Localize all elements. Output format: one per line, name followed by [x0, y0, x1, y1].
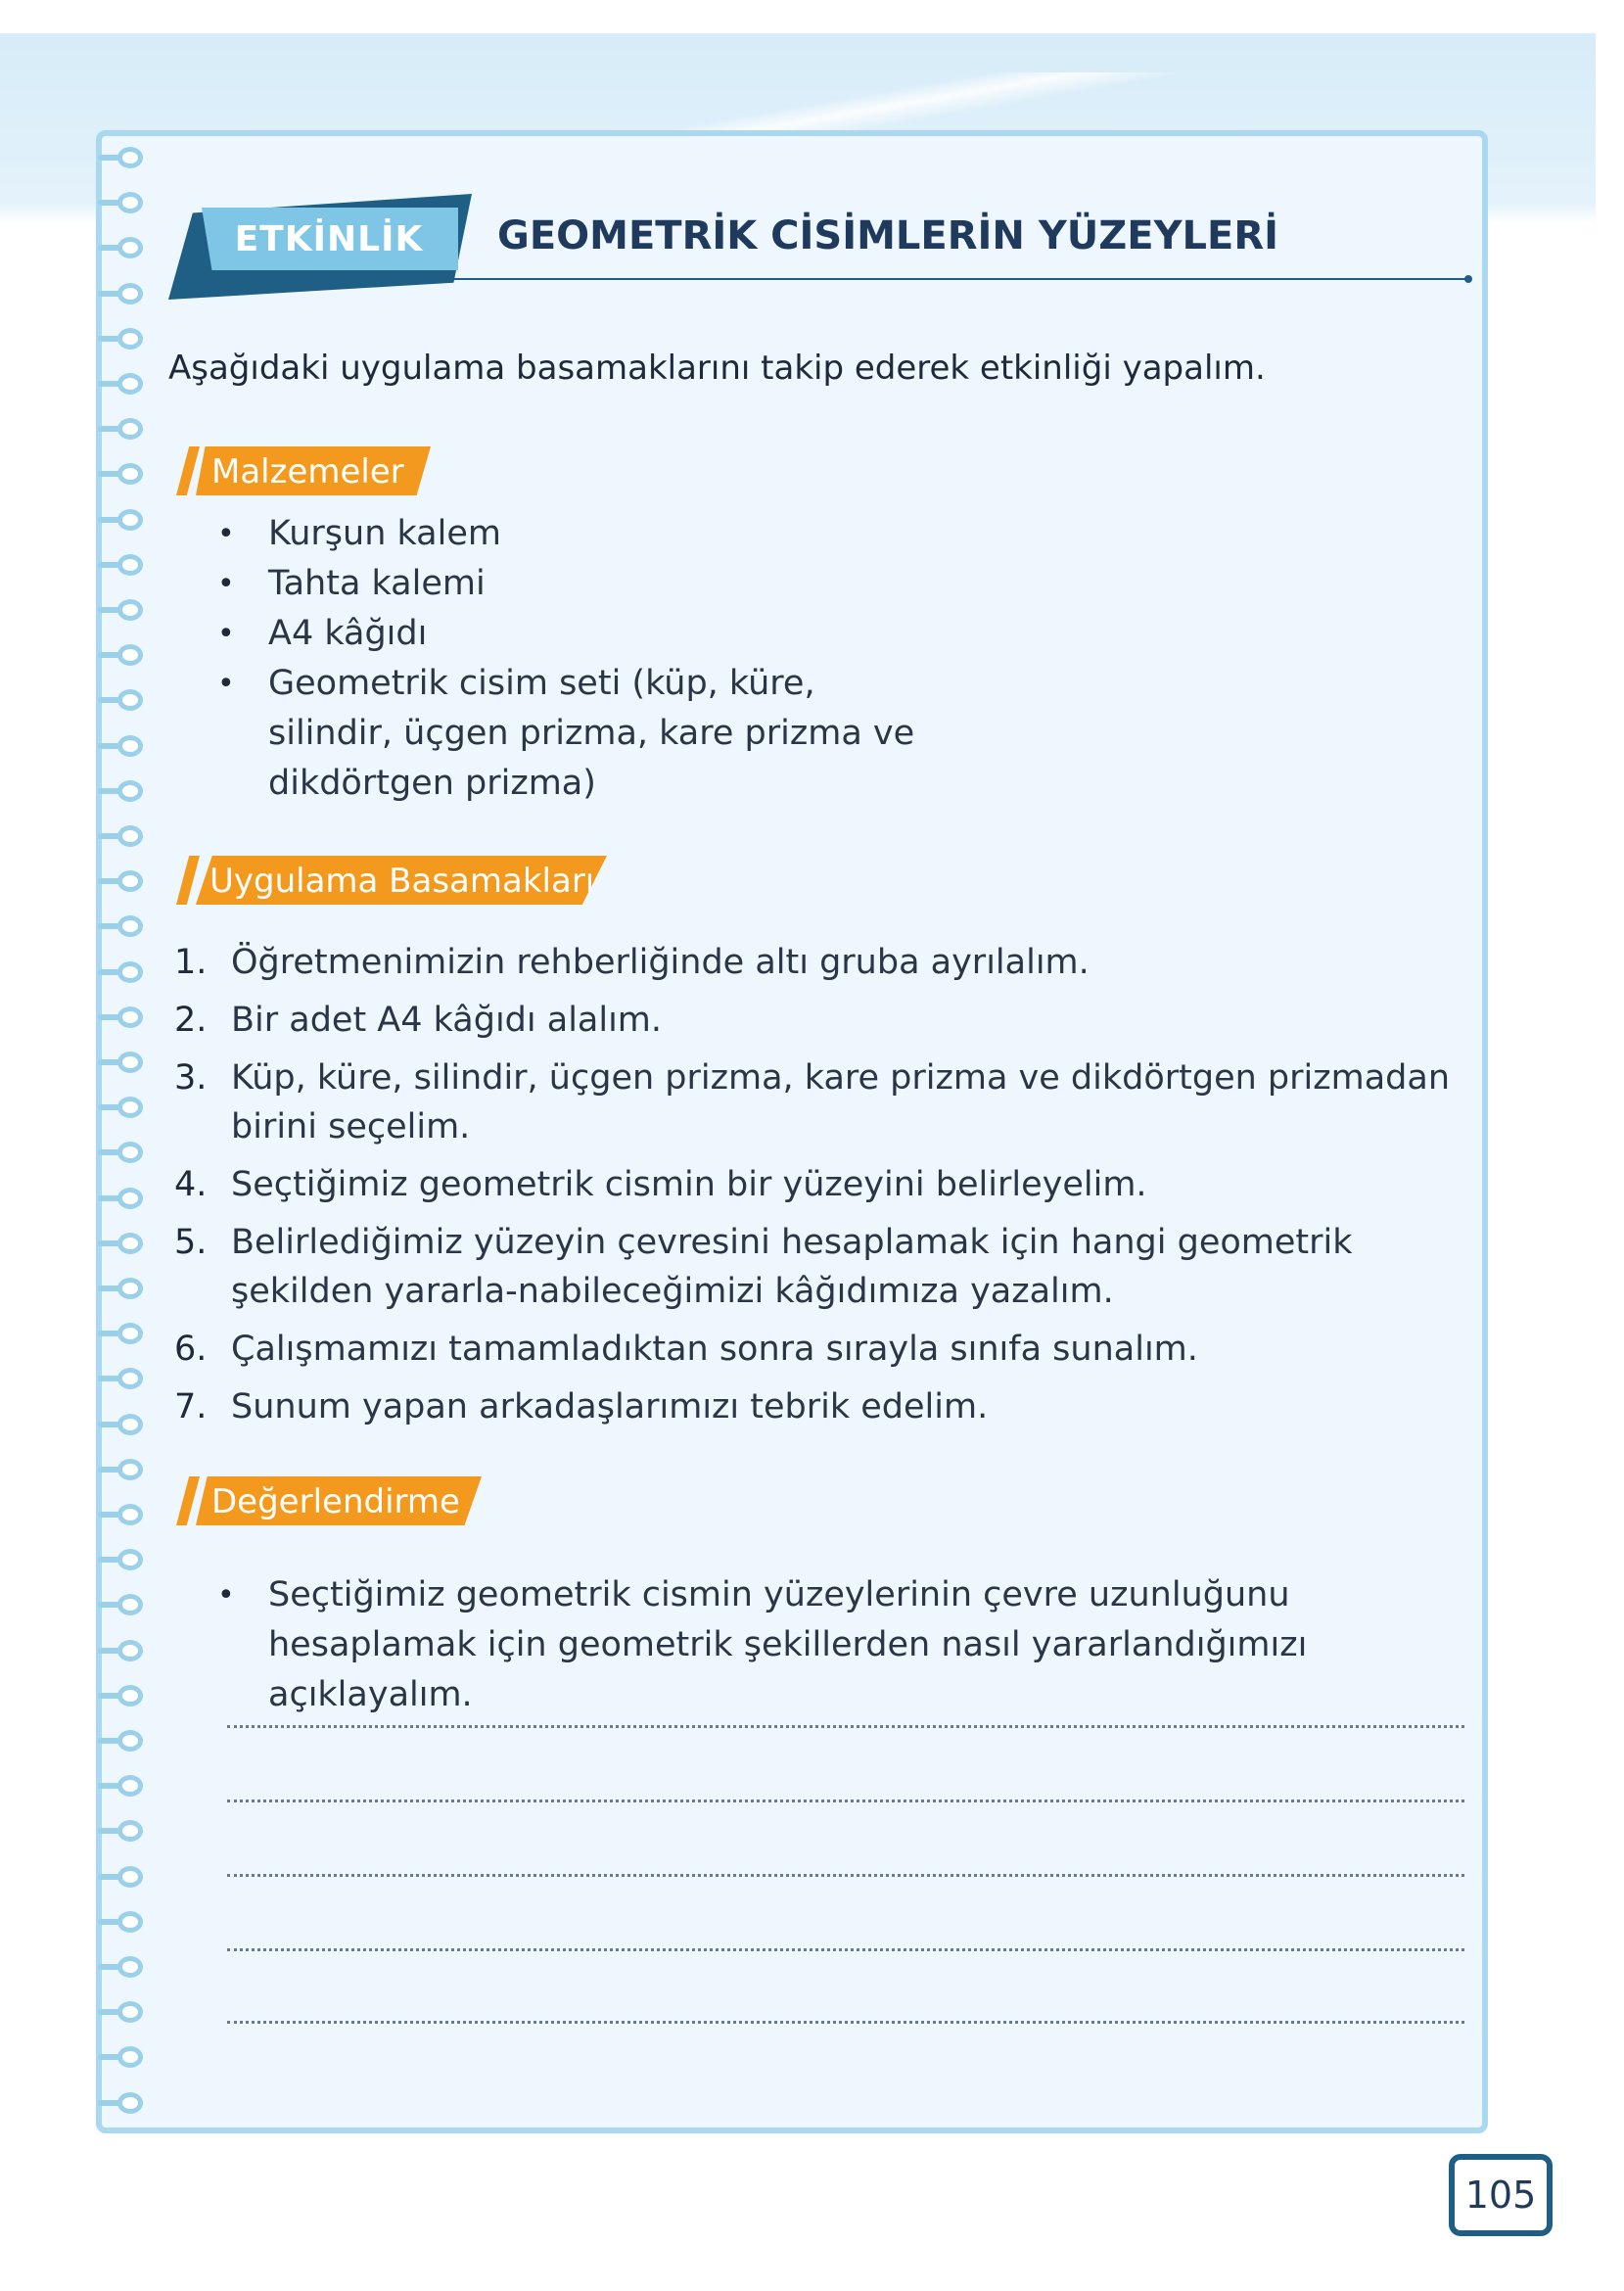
spiral-ring-icon [98, 192, 147, 215]
spiral-ring-icon [98, 418, 147, 442]
list-item: 3. Küp, küre, silindir, üçgen prizma, kare prizma ve dikdörtgen prizmadan birini seçelim. [174, 1058, 1451, 1146]
materials-list [217, 509, 922, 809]
spiral-ring-icon [98, 1323, 147, 1346]
bullet-icon: • [217, 517, 235, 551]
spiral-ring-icon [98, 1640, 147, 1663]
spiral-ring-icon [98, 689, 147, 713]
spiral-ring-icon [98, 1142, 147, 1165]
spiral-ring-icon [98, 1594, 147, 1617]
page-title: GEOMETRİK CİSİMLERİN YÜZEYLERİ [497, 213, 1279, 258]
spiral-ring-icon [98, 780, 147, 804]
spiral-ring-icon [98, 2001, 147, 2025]
list-item: 2. Bir adet A4 kâğıdı alalım. [174, 1001, 663, 1040]
spiral-ring-icon [98, 237, 147, 260]
spiral-ring-icon [98, 1730, 147, 1753]
spiral-ring-icon [98, 1775, 147, 1799]
spiral-binding [98, 137, 153, 2134]
spiral-ring-icon [98, 1052, 147, 1075]
spiral-ring-icon [98, 1504, 147, 1527]
page-number: 105 [1449, 2154, 1553, 2236]
list-item: 5. Belirlediğimiz yüzeyin çevresini hesaplamak için hangi geometrik şekilden yararla-nabileceğimizi kâğıdımıza yazalım. [174, 1223, 1353, 1311]
spiral-ring-icon [98, 2092, 147, 2116]
answer-line[interactable] [227, 1874, 1464, 1877]
spiral-ring-icon [98, 1233, 147, 1256]
section-heading-steps: Uygulama Basamakları [209, 862, 595, 901]
list-item: • Kurşun kalem [217, 509, 922, 559]
spiral-ring-icon [98, 328, 147, 351]
section-tag-materials [176, 446, 431, 495]
spiral-ring-icon [98, 644, 147, 668]
spiral-ring-icon [98, 1414, 147, 1437]
spiral-ring-icon [98, 825, 147, 849]
spiral-ring-icon [98, 1866, 147, 1890]
spiral-ring-icon [98, 2046, 147, 2070]
spiral-ring-icon [98, 1549, 147, 1572]
spiral-ring-icon [98, 1956, 147, 1980]
bullet-icon: • [217, 667, 235, 701]
evaluation-list [217, 1570, 1431, 1720]
list-item: 7. Sunum yapan arkadaşlarımızı tebrik edelim. [174, 1387, 989, 1426]
section-tag-steps [176, 856, 607, 905]
bullet-icon: • [217, 567, 235, 601]
spiral-ring-icon [98, 509, 147, 533]
spiral-ring-icon [98, 599, 147, 623]
spiral-ring-icon [98, 1278, 147, 1301]
answer-line[interactable] [227, 1948, 1464, 1951]
list-item: • Tahta kalemi [217, 559, 922, 609]
list-item: 6. Çalışmamızı tamamladıktan sonra sırayla sınıfa sunalım. [174, 1330, 1198, 1369]
spiral-ring-icon [98, 1911, 147, 1935]
spiral-ring-icon [98, 1006, 147, 1030]
spiral-ring-icon [98, 1459, 147, 1482]
spiral-ring-icon [98, 554, 147, 578]
spiral-ring-icon [98, 735, 147, 759]
spiral-ring-icon [98, 1685, 147, 1708]
section-heading-evaluation: Değerlendirme [211, 1482, 460, 1521]
spiral-ring-icon [98, 870, 147, 894]
spiral-ring-icon [98, 463, 147, 487]
spiral-ring-icon [98, 283, 147, 306]
steps-list [174, 938, 1466, 1431]
spiral-ring-icon [98, 373, 147, 397]
answer-line[interactable] [227, 1725, 1464, 1728]
activity-badge [168, 186, 480, 304]
answer-line[interactable] [227, 1800, 1464, 1802]
list-item: • A4 kâğıdı [217, 609, 922, 659]
list-item: • Geometrik cisim seti (küp, küre, silindir, üçgen prizma, kare prizma ve dikdörtgen prizma) [217, 659, 922, 809]
spiral-ring-icon [98, 1820, 147, 1844]
activity-badge-label: ETKİNLİK [234, 219, 424, 259]
spiral-ring-icon [98, 1097, 147, 1120]
section-tag-evaluation [176, 1476, 482, 1525]
bullet-icon: • [217, 1578, 235, 1613]
answer-line[interactable] [227, 2021, 1464, 2024]
title-underline [450, 278, 1468, 280]
spiral-ring-icon [98, 1368, 147, 1391]
list-item: 4. Seçtiğimiz geometrik cismin bir yüzeyini belirleyelim. [174, 1165, 1147, 1204]
bullet-icon: • [217, 617, 235, 651]
spiral-ring-icon [98, 961, 147, 985]
spiral-ring-icon [98, 1188, 147, 1211]
section-heading-materials: Malzemeler [211, 452, 404, 491]
spiral-ring-icon [98, 915, 147, 939]
intro-text: Aşağıdaki uygulama basamaklarını takip ederek etkinliği yapalım. [168, 349, 1266, 388]
list-item: 1. Öğretmenimizin rehberliğinde altı gruba ayrılalım. [174, 943, 1090, 982]
list-item: • Seçtiğimiz geometrik cismin yüzeylerinin çevre uzunluğunu hesaplamak için geometrik şekillerden nasıl yararlandığımızı açıklayalım. [217, 1570, 1431, 1720]
spiral-ring-icon [98, 147, 147, 170]
